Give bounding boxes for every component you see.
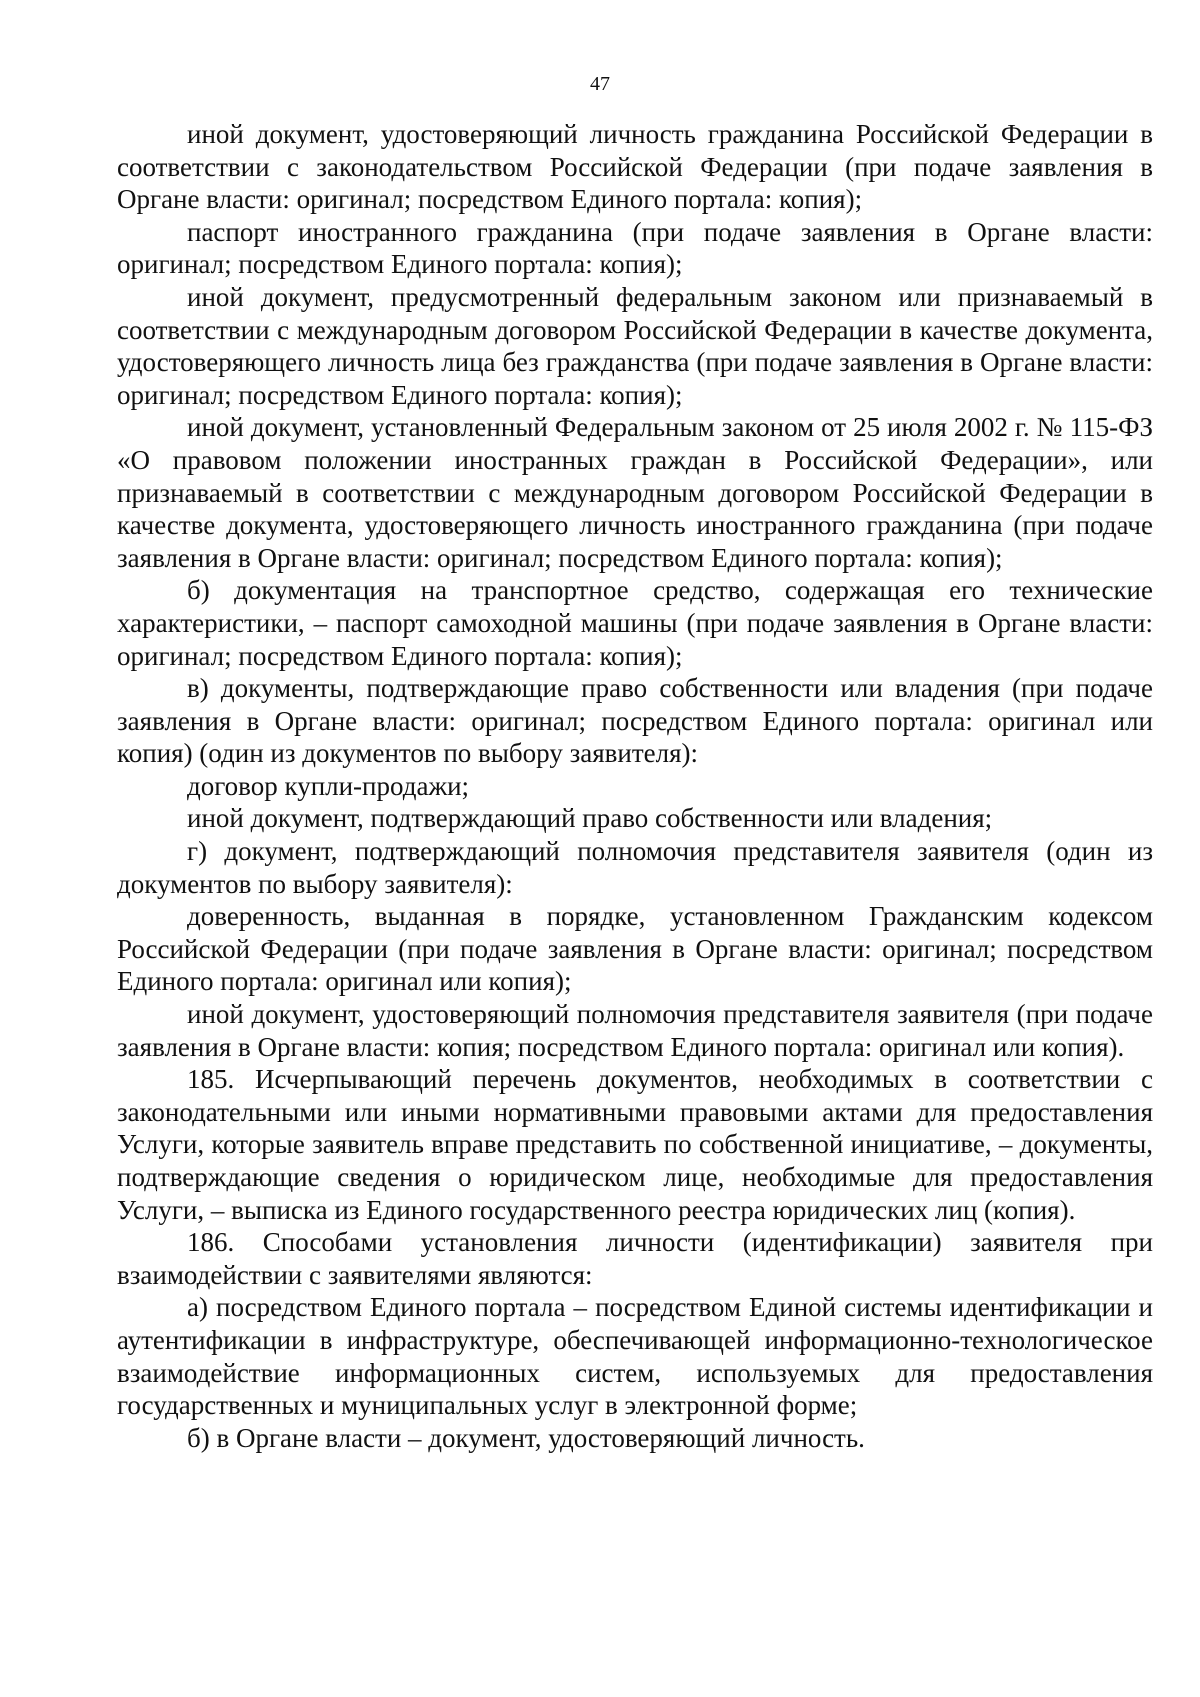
paragraph-sale-contract: договор купли-продажи; — [187, 770, 470, 801]
paragraph-186-b: б) в Органе власти – документ, удостоверяющий личность. — [187, 1422, 865, 1453]
page-number: 47 — [590, 73, 610, 95]
paragraph-185: 185. Исчерпывающий перечень документов, необходимых в соответствии с законодательными или иными нормативными правовыми актами для предоставления Услуги, которые заявитель вправе представить по собственной инициативе, – документы, подтверждающие сведения о юридическом лице, необходимые для предоставления Услуги, – выписка из Единого государственного реестра юридических лиц (копия). — [117, 1064, 1153, 1225]
document-body — [117, 118, 1153, 1454]
paragraph-186-a: а) посредством Единого портала – посредством Единой системы идентификации и аутентификации в инфраструктуре, обеспечивающей информационно-технологическое взаимодействие информационных систем, используемых для предоставления государственных и муниципальных услуг в электронной форме; — [117, 1292, 1153, 1421]
paragraph-power-of-attorney: доверенность, выданная в порядке, установленном Гражданским кодексом Российской Федерации (при подаче заявления в Органе власти: оригинал; посредством Единого портала: оригинал или копия); — [117, 901, 1153, 997]
paragraph-foreign-passport: паспорт иностранного гражданина (при подаче заявления в Органе власти: оригинал; посредством Единого портала: копия); — [117, 216, 1153, 280]
paragraph-item-v-ownership-docs: в) документы, подтверждающие право собственности или владения (при подаче заявления в Органе власти: оригинал; посредством Единого портала: оригинал или копия) (один из документов по выбору заявителя): — [117, 673, 1153, 769]
paragraph-186: 186. Способами установления личности (идентификации) заявителя при взаимодействии с заявителями являются: — [117, 1227, 1153, 1290]
paragraph-other-authority-doc: иной документ, удостоверяющий полномочия представителя заявителя (при подаче заявления в Органе власти: копия; посредством Единого портала: оригинал или копия). — [117, 999, 1153, 1062]
paragraph-item-g-representative: г) документ, подтверждающий полномочия представителя заявителя (один из документов по выбору заявителя): — [117, 836, 1153, 899]
paragraph-identity-document-rf: иной документ, удостоверяющий личность гражданина Российской Федерации в соответствии с законодательством Российской Федерации (при подаче заявления в Органе власти: оригинал; посредством Единого портала: копия); — [117, 119, 1153, 215]
paragraph-115-fz-document: иной документ, установленный Федеральным законом от 25 июля 2002 г. № 115-ФЗ «О правовом положении иностранных граждан в Российской Федерации», или признаваемый в соответствии с международным договором Российской Федерации в качестве документа, удостоверяющего личность иностранного гражданина (при подаче заявления в Органе власти: оригинал; посредством Единого портала: копия); — [117, 412, 1153, 573]
paragraph-stateless-document: иной документ, предусмотренный федеральным законом или признаваемый в соответствии с международным договором Российской Федерации в качестве документа, удостоверяющего личность лица без гражданства (при подаче заявления в Органе власти: оригинал; посредством Единого портала: копия); — [117, 281, 1153, 410]
paragraph-other-ownership-doc: иной документ, подтверждающий право собственности или владения; — [187, 803, 993, 834]
paragraph-item-b-vehicle-docs: б) документация на транспортное средство, содержащая его технические характеристики, – паспорт самоходной машины (при подаче заявления в Органе власти: оригинал; посредством Единого портала: копия); — [117, 575, 1153, 671]
